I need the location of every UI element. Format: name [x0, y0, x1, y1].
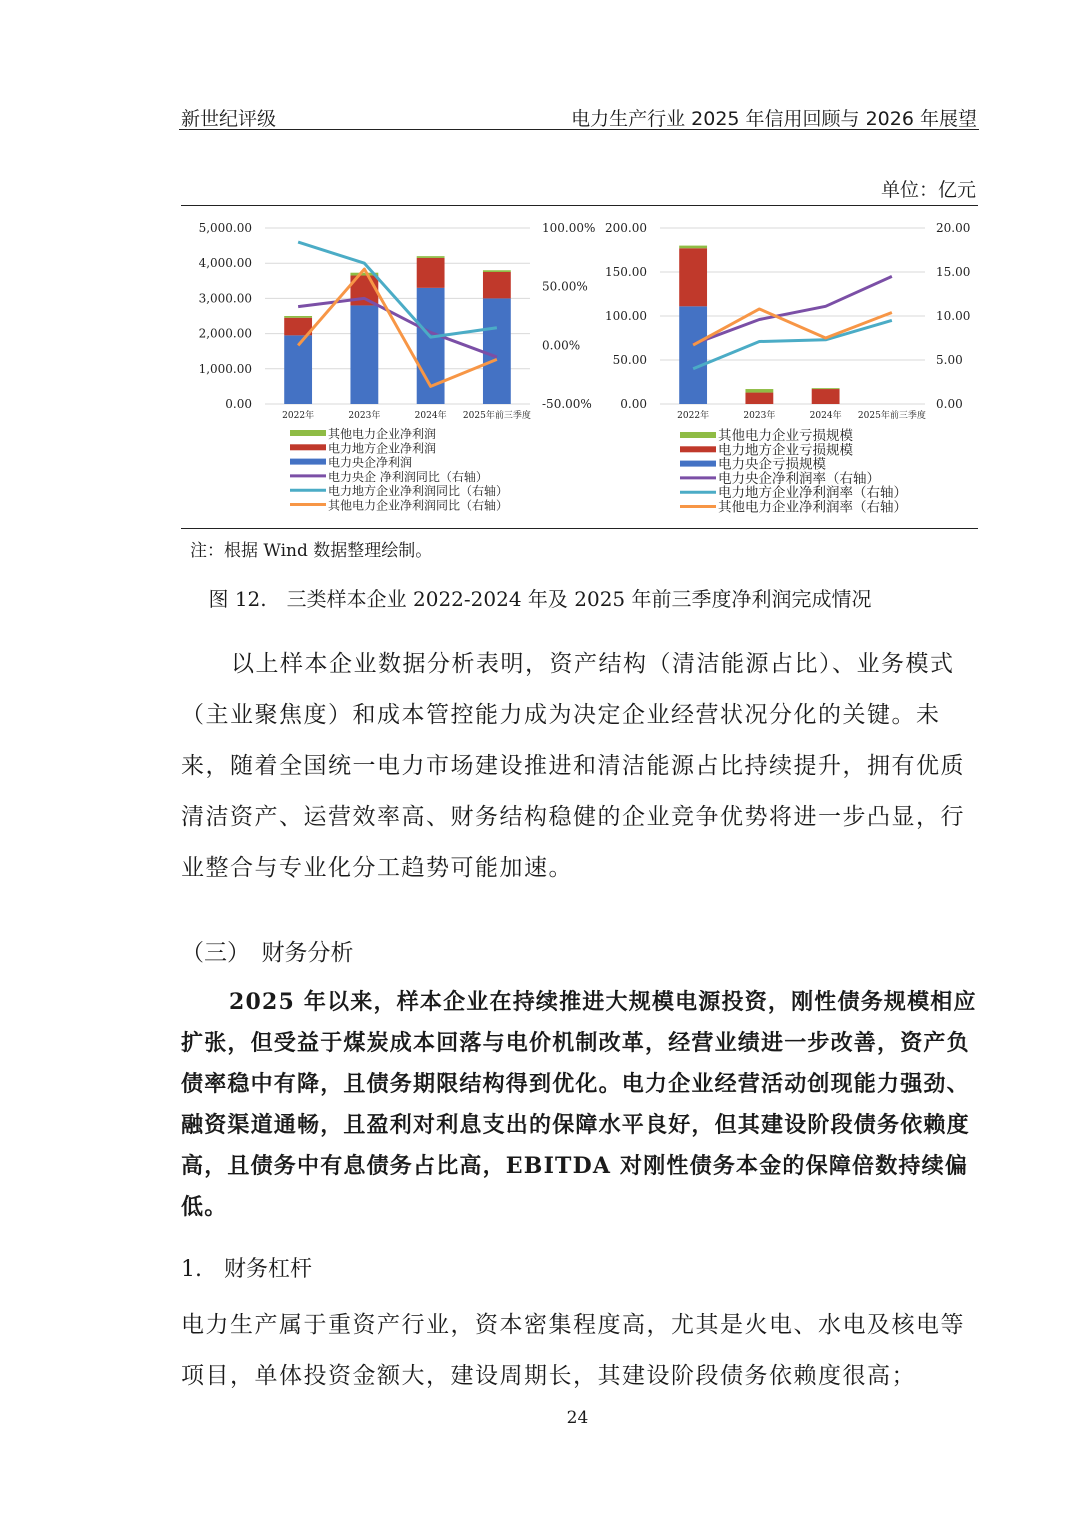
- y-right-tick: 50.00%: [542, 279, 588, 294]
- bar-segment: [483, 298, 511, 404]
- bar-segment: [679, 306, 707, 404]
- figure-caption: 图 12. 三类样本企业 2022-2024 年及 2025 年前三季度净利润完成情况: [208, 587, 872, 611]
- legend-label: 电力央企亏损规模: [718, 456, 826, 473]
- bar-segment: [812, 388, 840, 389]
- bar-segment: [483, 270, 511, 272]
- legend-label: 电力央企净利润: [328, 455, 413, 470]
- y-left-tick: 100.00: [605, 309, 647, 323]
- y-right-tick: 5.00: [936, 353, 963, 367]
- y-right-tick: 0.00%: [542, 338, 581, 353]
- legend-label: 电力央企 净利润同比（右轴）: [328, 469, 488, 484]
- y-right-tick: 0.00: [936, 397, 963, 411]
- legend-swatch: [290, 459, 326, 465]
- y-left-tick: 0.00: [225, 397, 252, 411]
- legend-label: 其他电力企业净利润率（右轴）: [718, 499, 907, 516]
- legend-swatch: [680, 432, 716, 438]
- header-left: 新世纪评级: [181, 108, 277, 130]
- y-right-tick: 10.00: [936, 309, 971, 323]
- bar-segment: [284, 335, 312, 404]
- legend-label: 其他电力企业净利润同比（右轴）: [328, 498, 509, 513]
- y-right-tick: -50.00%: [542, 397, 592, 411]
- y-left-tick: 4,000.00: [198, 256, 252, 271]
- legend-label: 其他电力企业亏损规模: [718, 428, 853, 444]
- series-line: [693, 276, 892, 344]
- legend-label: 电力地方企业净利润率（右轴）: [718, 485, 907, 502]
- legend-swatch: [680, 446, 716, 452]
- header-rule: [179, 129, 979, 130]
- y-left-tick: 50.00: [612, 353, 647, 367]
- subsection-title: 1. 财务杠杆: [181, 1257, 312, 1282]
- legend-swatch: [680, 461, 716, 467]
- bar-segment: [284, 316, 312, 318]
- y-left-tick: 1,000.00: [198, 361, 252, 376]
- section-title: （三） 财务分析: [181, 940, 354, 966]
- bar-segment: [745, 389, 773, 393]
- legend-label: 电力地方企业亏损规模: [718, 442, 853, 459]
- y-left-tick: 3,000.00: [198, 291, 252, 306]
- legend-swatch: [290, 444, 326, 450]
- legend-label: 电力地方企业净利润: [328, 441, 437, 456]
- bar-segment: [812, 389, 840, 404]
- bar-segment: [679, 248, 707, 306]
- legend-label: 电力地方企业净利润同比（右轴）: [328, 484, 509, 499]
- series-line: [298, 242, 497, 337]
- x-tick-label: 2022年: [282, 411, 315, 421]
- legend-label: 其他电力企业净利润: [328, 427, 437, 441]
- left-chart: [180, 210, 600, 520]
- y-right-tick: 100.00%: [542, 221, 596, 235]
- bar-segment: [417, 256, 445, 258]
- unit-label: 单位：亿元: [880, 179, 976, 201]
- bar-segment: [745, 393, 773, 404]
- bold-paragraph: 2025 年以来，样本企业在持续推进大规模电源投资，刚性债务规模相应扩张，但受益于煤炭成本回落与电价机制改革，经营业绩进一步改善，资产负债率稳中有降，且债务期限结构得到优化。电力企业经营活动创现能力强劲、融资渠道通畅，且盈利对利息支出的保障水平良好，但其建设阶段债务依赖度高，且债务中有息债务占比高，EBITDA 对刚性债务本金的保障倍数持续偏低。: [181, 989, 977, 1220]
- y-left-tick: 200.00: [605, 221, 647, 235]
- bar-segment: [417, 258, 445, 288]
- y-left-tick: 0.00: [620, 397, 647, 411]
- y-right-tick: 20.00: [936, 221, 971, 235]
- chart-bottom-rule: [181, 528, 978, 529]
- y-left-tick: 2,000.00: [198, 326, 252, 341]
- x-tick-label: 2024年: [414, 411, 447, 421]
- y-left-tick: 5,000.00: [198, 221, 252, 235]
- bar-segment: [350, 305, 378, 404]
- x-tick-label: 2023年: [743, 411, 776, 421]
- page-number: 24: [566, 1408, 589, 1428]
- x-tick-label: 2025年前三季度: [462, 411, 531, 421]
- x-tick-label: 2025年前三季度: [857, 411, 926, 421]
- right-chart: [580, 210, 980, 520]
- figure-note: 注：根据 Wind 数据整理绘制。: [190, 541, 433, 561]
- x-tick-label: 2024年: [809, 411, 842, 421]
- legend-swatch: [290, 430, 326, 436]
- y-right-tick: 15.00: [936, 265, 971, 279]
- legend-label: 电力央企净利润率（右轴）: [718, 470, 880, 487]
- y-left-tick: 150.00: [605, 265, 647, 279]
- x-tick-label: 2023年: [348, 411, 381, 421]
- header-right: 电力生产行业 2025 年信用回顾与 2026 年展望: [571, 108, 977, 130]
- paragraph-2: 电力生产属于重资产行业，资本密集程度高，尤其是火电、水电及核电等项目，单体投资金额大，建设周期长，其建设阶段债务依赖度很高；: [181, 1312, 965, 1389]
- paragraph-1: 以上样本企业数据分析表明，资产结构（清洁能源占比）、业务模式（主业聚焦度）和成本管控能力成为决定企业经营状况分化的关键。未来，随着全国统一电力市场建设推进和清洁能源占比持续提升，拥有优质清洁资产、运营效率高、财务结构稳健的企业竞争优势将进一步凸显，行业整合与专业化分工趋势可能加速。: [181, 651, 965, 881]
- chart-top-rule: [181, 205, 978, 206]
- bar-segment: [679, 246, 707, 249]
- x-tick-label: 2022年: [677, 411, 710, 421]
- bar-segment: [483, 272, 511, 298]
